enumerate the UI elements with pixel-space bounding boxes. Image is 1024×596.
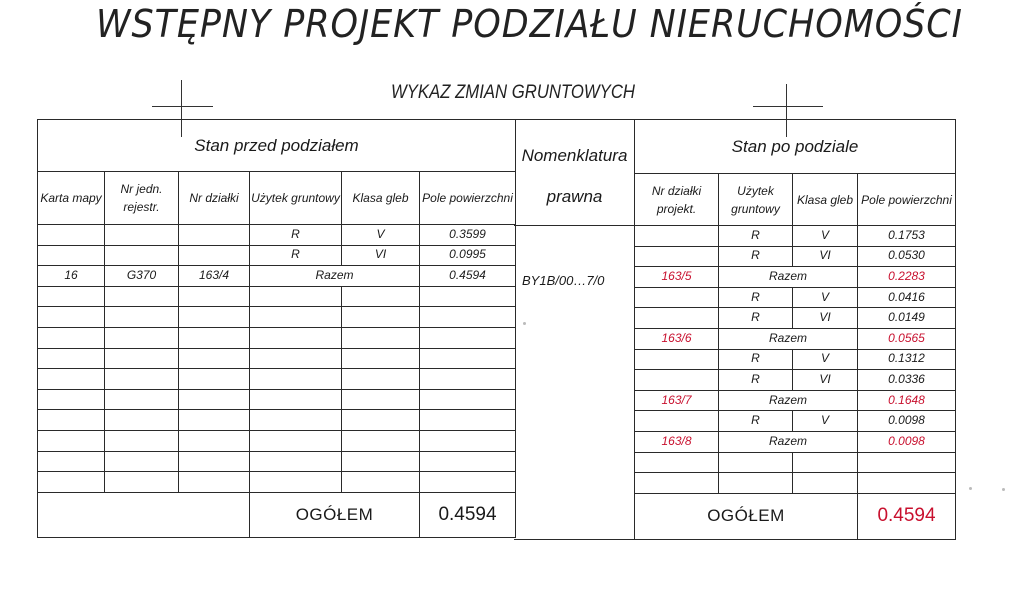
uzytek-cell: R <box>719 287 793 308</box>
klasa-cell: V <box>793 349 858 370</box>
uzytek-cell: R <box>719 349 793 370</box>
razem-label: Razem <box>719 390 858 411</box>
col-nr-jedn-rejestr: Nr jedn. rejestr. <box>105 172 179 225</box>
razem-label: Razem <box>719 328 858 349</box>
before-heading: Stan przed podziałem <box>38 120 516 172</box>
karta-mapy-value: 16 <box>38 266 105 287</box>
pole-cell: 0.0336 <box>858 370 956 391</box>
pole-cell: 0.1312 <box>858 349 956 370</box>
ogolem-label: OGÓŁEM <box>635 493 858 539</box>
table-row <box>635 308 956 329</box>
parcel-summary-row <box>635 328 956 349</box>
table-row <box>38 245 516 266</box>
nomenclature-heading: Nomenklatura <box>521 146 628 165</box>
uzytek-cell: R <box>719 246 793 267</box>
klasa-cell: VI <box>793 246 858 267</box>
col-klasa-gleb: Klasa gleb <box>793 174 858 226</box>
klasa-cell: VI <box>793 308 858 329</box>
uzytek-cell: R <box>719 308 793 329</box>
scan-speck <box>523 322 526 325</box>
uzytek-cell: R <box>250 245 342 266</box>
parcel-number: 163/6 <box>635 328 719 349</box>
col-uzytek-gruntowy: Użytek gruntowy <box>250 172 342 225</box>
after-column-headers <box>635 174 956 226</box>
table-row <box>635 246 956 267</box>
uzytek-cell: R <box>719 226 793 247</box>
uzytek-cell: R <box>719 411 793 432</box>
klasa-cell: V <box>793 287 858 308</box>
klasa-cell: V <box>342 225 420 246</box>
empty-row <box>38 348 516 369</box>
klasa-cell: V <box>793 411 858 432</box>
table-row <box>635 370 956 391</box>
nr-jedn-value: G370 <box>105 266 179 287</box>
empty-row <box>38 369 516 390</box>
empty-row <box>38 389 516 410</box>
parcel-summary-row <box>635 431 956 452</box>
empty-row <box>38 327 516 348</box>
col-uzytek-gruntowy: Użytek gruntowy <box>719 174 793 226</box>
parcel-summary-row <box>635 267 956 288</box>
pole-cell: 0.0416 <box>858 287 956 308</box>
after-division-table <box>634 119 956 540</box>
parcel-area: 0.2283 <box>858 267 956 288</box>
empty-row <box>38 286 516 307</box>
col-nr-dzialki-projekt: Nr działki projekt. <box>635 174 719 226</box>
after-heading: Stan po podziale <box>635 120 956 174</box>
summary-row <box>38 266 516 287</box>
empty-row <box>635 452 956 473</box>
empty-row <box>38 410 516 431</box>
scan-speck <box>1002 488 1005 491</box>
empty-row <box>38 307 516 328</box>
before-column-headers <box>38 172 516 225</box>
empty-row <box>38 451 516 472</box>
parcel-area: 0.0565 <box>858 328 956 349</box>
col-pole-powierzchni: Pole powierzchni <box>420 172 516 225</box>
col-nr-dzialki: Nr działki <box>179 172 250 225</box>
table-subtitle: WYKAZ ZMIAN GRUNTOWYCH <box>391 82 635 103</box>
empty-row <box>38 472 516 493</box>
empty-row <box>38 430 516 451</box>
col-pole-powierzchni: Pole powierzchni <box>858 174 956 226</box>
klasa-cell: V <box>793 226 858 247</box>
razem-label: Razem <box>250 266 420 287</box>
ogolem-label: OGÓŁEM <box>250 492 420 537</box>
klasa-cell: VI <box>793 370 858 391</box>
nomenclature-subheading: prawna <box>546 187 603 206</box>
divider <box>514 225 635 226</box>
col-klasa-gleb: Klasa gleb <box>342 172 420 225</box>
pole-cell: 0.0149 <box>858 308 956 329</box>
after-heading-row <box>635 120 956 174</box>
parcel-number: 163/7 <box>635 390 719 411</box>
col-karta-mapy: Karta mapy <box>38 172 105 225</box>
table-row <box>635 411 956 432</box>
pole-cell: 0.3599 <box>420 225 516 246</box>
crosshair-mark-right-h <box>753 106 823 107</box>
parcel-number: 163/5 <box>635 267 719 288</box>
before-heading-row <box>38 120 516 172</box>
ogolem-value: 0.4594 <box>858 493 956 539</box>
land-register-code: BY1B/00…7/0 <box>522 273 605 288</box>
empty-row <box>635 473 956 494</box>
total-row <box>635 493 956 539</box>
parcel-number: 163/8 <box>635 431 719 452</box>
pole-cell: 0.0530 <box>858 246 956 267</box>
razem-label: Razem <box>719 431 858 452</box>
pole-cell: 0.1753 <box>858 226 956 247</box>
scan-speck <box>969 487 972 490</box>
nr-dzialki-value: 163/4 <box>179 266 250 287</box>
before-division-table <box>37 119 516 538</box>
table-row <box>635 287 956 308</box>
pole-cell: 0.0995 <box>420 245 516 266</box>
ogolem-value: 0.4594 <box>420 492 516 537</box>
klasa-cell: VI <box>342 245 420 266</box>
table-row <box>635 226 956 247</box>
document-title: WSTĘPNY PROJEKT PODZIAŁU NIERUCHOMOŚCI <box>96 2 963 46</box>
razem-label: Razem <box>719 267 858 288</box>
uzytek-cell: R <box>719 370 793 391</box>
table-row <box>38 225 516 246</box>
table-row <box>635 349 956 370</box>
pole-cell: 0.0098 <box>858 411 956 432</box>
nomenclature-column <box>514 119 635 540</box>
parcel-area: 0.0098 <box>858 431 956 452</box>
parcel-summary-row <box>635 390 956 411</box>
crosshair-mark-left-h <box>152 106 213 107</box>
parcel-area: 0.1648 <box>858 390 956 411</box>
total-row <box>38 492 516 537</box>
uzytek-cell: R <box>250 225 342 246</box>
razem-pole-value: 0.4594 <box>420 266 516 287</box>
